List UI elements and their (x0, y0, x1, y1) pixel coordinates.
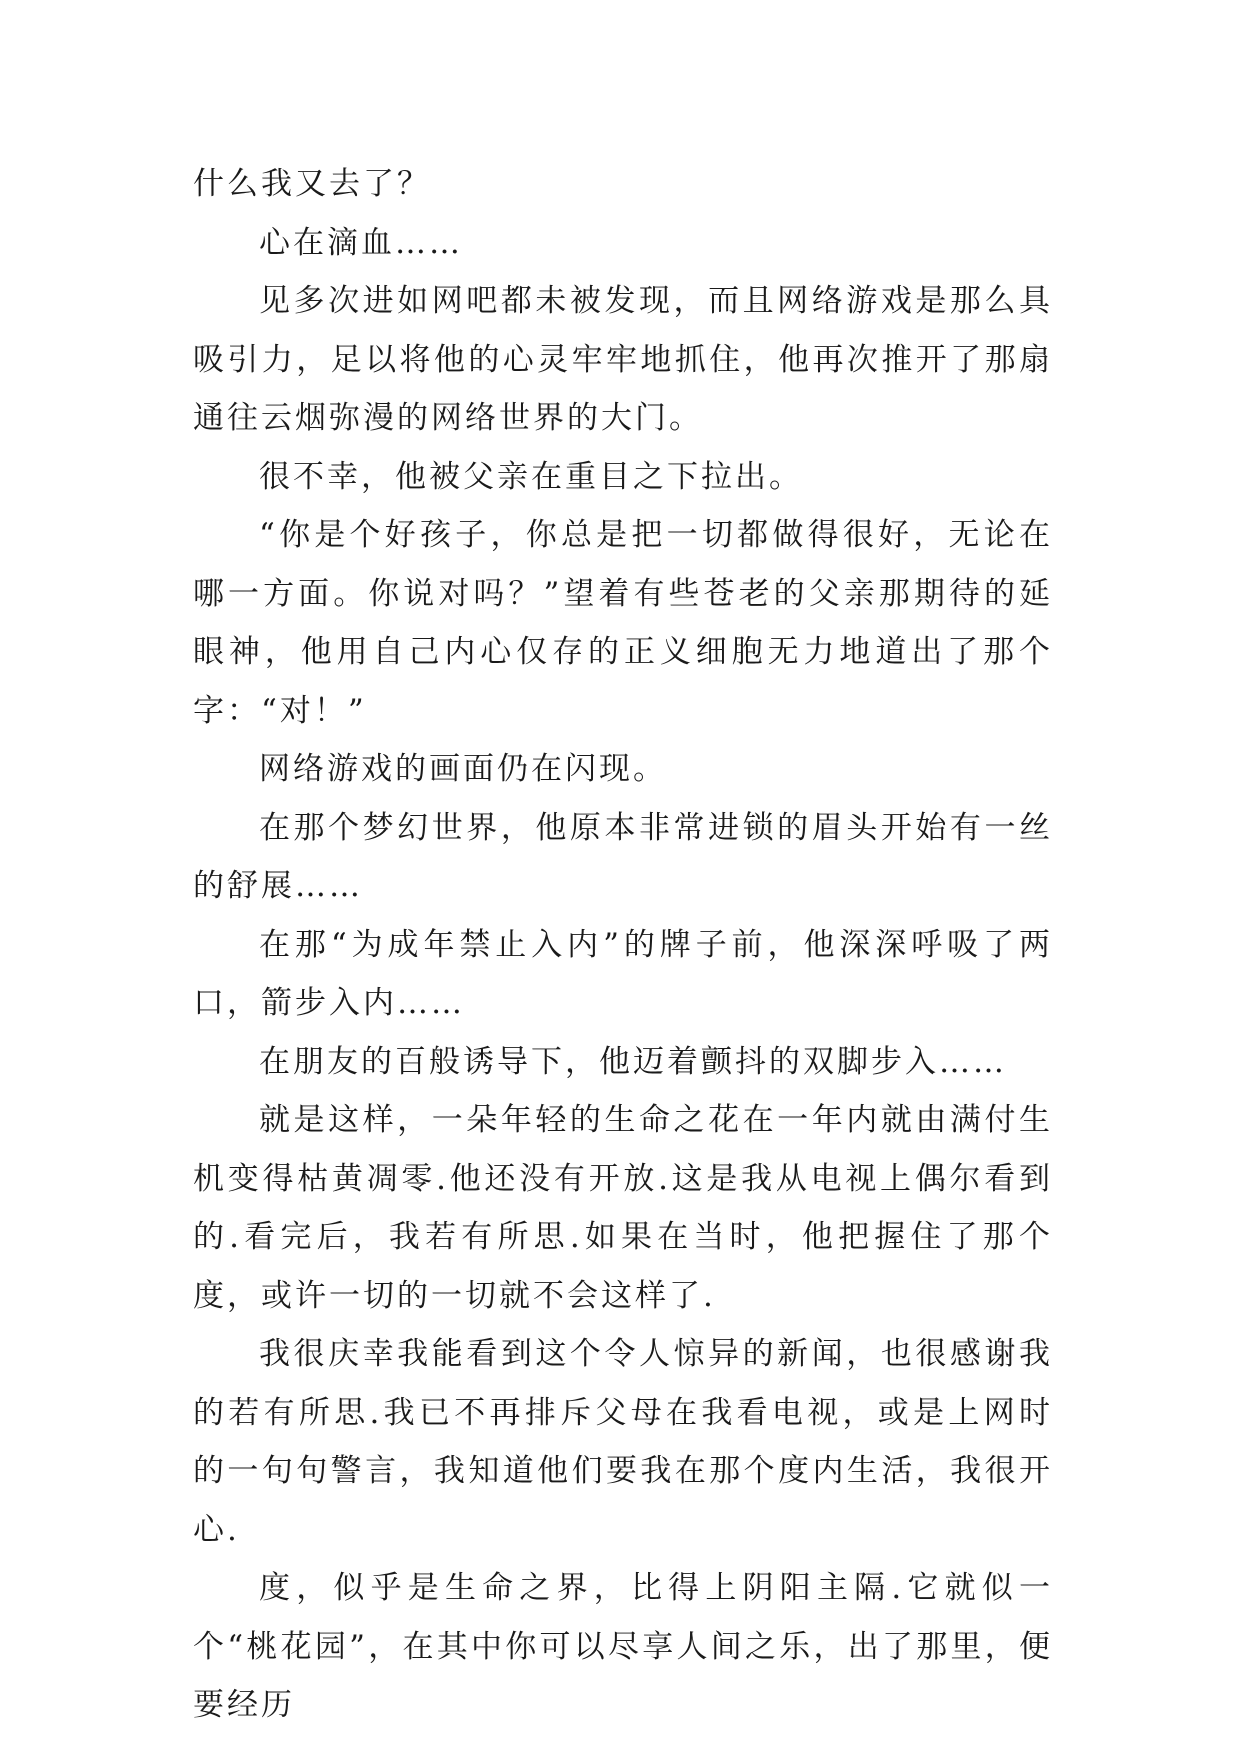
paragraph: 见多次进如网吧都未被发现，而且网络游戏是那么具吸引力，足以将他的心灵牢牢地抓住，他再次推开了那扇通往云烟弥漫的网络世界的大门。 (193, 283, 1053, 436)
document-body (193, 155, 1053, 1735)
paragraph: “你是个好孩子，你总是把一切都做得很好，无论在哪一方面。你说对吗？”望着有些苍老的父亲那期待的延眼神，他用自己内心仅存的正义细胞无力地道出了那个字：“对！” (193, 517, 1053, 729)
paragraph: 什么我又去了？ (193, 166, 431, 202)
paragraph: 很不幸，他被父亲在重目之下拉出。 (259, 458, 803, 495)
paragraph: 在那个梦幻世界，他原本非常进锁的眉头开始有一丝的舒展…… (193, 809, 1053, 904)
paragraph: 在那“为成年禁止入内”的牌子前，他深深呼吸了两口，箭步入内…… (193, 926, 1053, 1021)
paragraph: 网络游戏的画面仍在闪现。 (259, 751, 667, 787)
paragraph: 在朋友的百般诱导下，他迈着颤抖的双脚步入…… (259, 1043, 1007, 1080)
paragraph: 度，似乎是生命之界，比得上阴阳主隔.它就似一个“桃花园”，在其中你可以尽享人间之乐，出了那里，便要经历 (193, 1570, 1053, 1723)
paragraph: 心在滴血…… (259, 224, 463, 261)
paragraph: 我很庆幸我能看到这个令人惊异的新闻，也很感谢我的若有所思.我已不再排斥父母在我看电视，或是上网时的一句句警言，我知道他们要我在那个度内生活，我很开心. (193, 1336, 1053, 1548)
paragraph: 就是这样，一朵年轻的生命之花在一年内就由满付生机变得枯黄凋零.他还没有开放.这是我从电视上偶尔看到的.看完后，我若有所思.如果在当时，他把握住了那个度，或许一切的一切就不会这样了. (193, 1102, 1053, 1314)
